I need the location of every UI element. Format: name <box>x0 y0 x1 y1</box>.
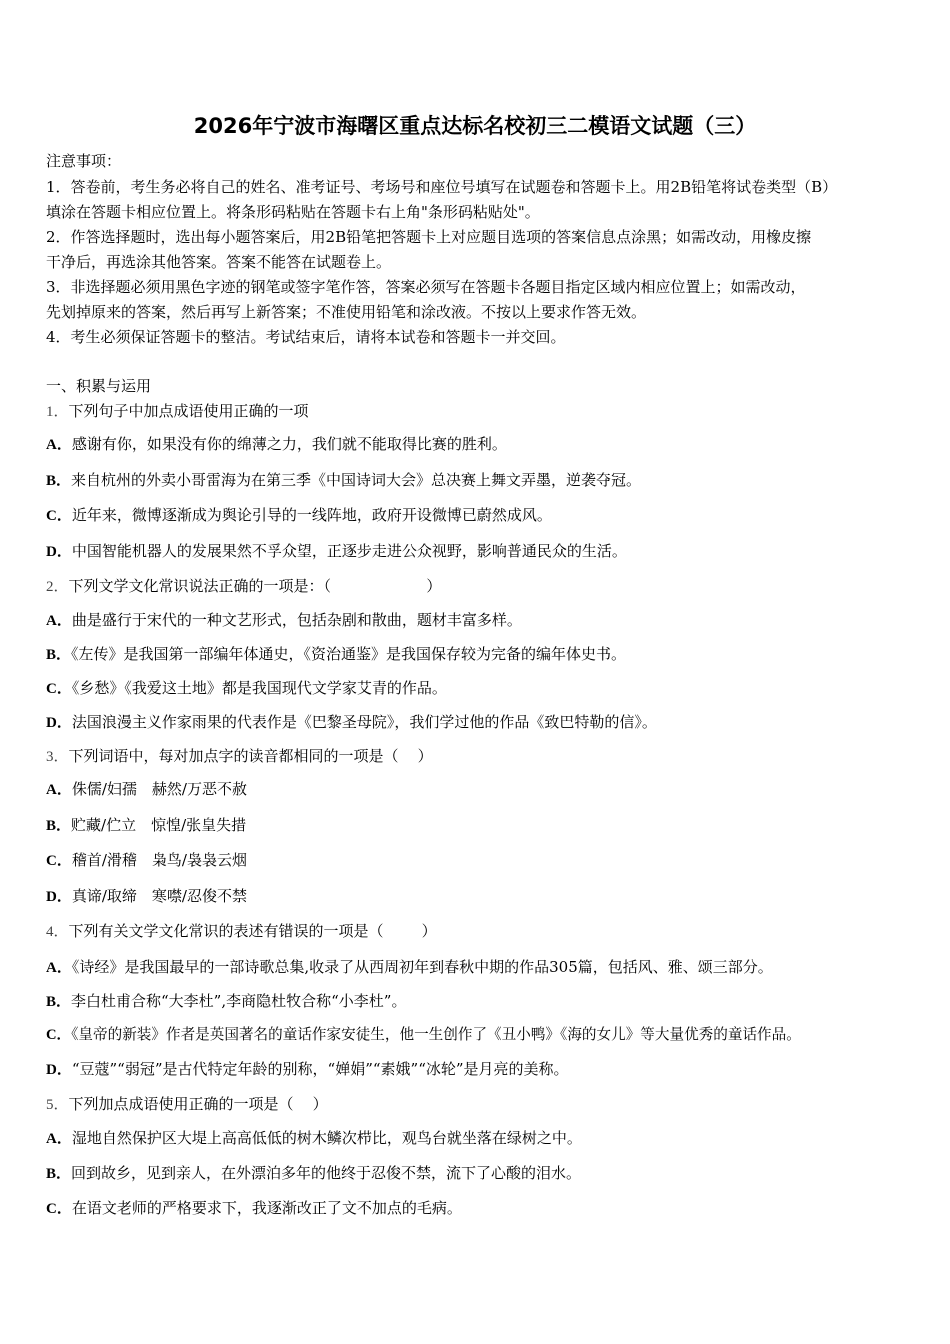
notice-line: 3．非选择题必须用黑色字迹的钢笔或签字笔作答，答案必须写在答题卡各题目指定区域内相应位置上；如需改动， <box>46 278 806 296</box>
question-number: 1． <box>46 404 69 420</box>
option-3a <box>46 778 247 801</box>
option-4a <box>46 956 773 979</box>
option-1d <box>46 540 627 563</box>
option-4d <box>46 1058 569 1081</box>
option-letter: B． <box>46 647 72 663</box>
option-text: 《诗经》是我国最早的一部诗歌总集,收录了从西周初年到春秋中期的作品305篇，包括风、雅、颂三部分。 <box>71 958 773 976</box>
option-text: 法国浪漫主义作家雨果的代表作是《巴黎圣母院》，我们学过他的作品《致巴特勒的信》。 <box>71 713 657 731</box>
question-stem: 下列文学文化常识说法正确的一项是：（ ） <box>68 577 442 595</box>
option-letter: C． <box>46 1201 72 1217</box>
option-text: 《左传》是我国第一部编年体通史，《资治通鉴》是我国保存较为完备的编年体史书。 <box>71 645 627 663</box>
notice-line: 2．作答选择题时，选出每小题答案后，用2B铅笔把答题卡上对应题目选项的答案信息点涂黑；如需改动，用橡皮擦 <box>46 228 812 246</box>
option-letter: B． <box>46 994 72 1010</box>
option-3b <box>46 814 246 837</box>
notice-line: 干净后，再选涂其他答案。答案不能答在试题卷上。 <box>46 253 392 271</box>
option-letter: C． <box>46 681 72 697</box>
question-1 <box>46 400 309 423</box>
option-3c <box>46 849 247 872</box>
notice-line: 4．考生必须保证答题卡的整洁。考试结束后，请将本试卷和答题卡一并交回。 <box>46 328 566 346</box>
option-2a <box>46 609 522 632</box>
option-text: 曲是盛行于宋代的一种文艺形式，包括杂剧和散曲，题材丰富多样。 <box>71 611 522 629</box>
option-text: 《皇帝的新装》作者是英国著名的童话作家安徒生，他一生创作了《丑小鸭》《海的女儿》等大量优秀的童话作品。 <box>71 1026 801 1043</box>
option-text: 真谛/取缔 寒噤/忍俊不禁 <box>71 887 247 905</box>
option-letter: A． <box>46 782 72 798</box>
option-letter: D． <box>46 715 72 731</box>
question-stem: 下列有关文学文化常识的表述有错误的一项是（ ） <box>68 922 437 940</box>
question-number: 4． <box>46 924 69 940</box>
option-2d <box>46 711 657 734</box>
option-text: 在语文老师的严格要求下，我逐渐改正了文不加点的毛病。 <box>71 1199 462 1217</box>
question-number: 3． <box>46 749 69 765</box>
option-4c <box>46 1024 801 1046</box>
option-letter: B． <box>46 473 72 489</box>
notice-line: 先划掉原来的答案，然后再写上新答案；不准使用铅笔和涂改液。不按以上要求作答无效。 <box>46 303 647 321</box>
option-1c <box>46 504 552 527</box>
option-text: 稽首/滑稽 枭鸟/袅袅云烟 <box>71 851 247 869</box>
option-text: 《乡愁》《我爱这土地》都是我国现代文学家艾青的作品。 <box>71 679 447 697</box>
option-text: 李白杜甫合称“大李杜”,李商隐杜牧合称“小李杜”。 <box>71 992 407 1010</box>
option-letter: D． <box>46 544 72 560</box>
option-2b <box>46 643 626 666</box>
question-number: 5． <box>46 1097 69 1113</box>
question-stem: 下列词语中，每对加点字的读音都相同的一项是（ ） <box>68 747 433 765</box>
question-4 <box>46 920 437 943</box>
notice-line: 填涂在答题卡相应位置上。将条形码粘贴在答题卡右上角"条形码粘贴处"。 <box>46 203 540 221</box>
option-text: 侏儒/妇孺 赫然/万恶不赦 <box>71 780 247 798</box>
section-heading: 一、积累与运用 <box>46 377 152 395</box>
question-number: 2． <box>46 579 69 595</box>
option-text: “豆蔻”“弱冠”是古代特定年龄的别称，“婵娟”“素娥”“冰轮”是月亮的美称。 <box>71 1060 569 1078</box>
option-letter: A． <box>46 613 72 629</box>
question-stem: 下列加点成语使用正确的一项是（ ） <box>68 1095 328 1113</box>
option-letter: C． <box>46 1027 72 1043</box>
option-5c <box>46 1197 462 1220</box>
option-letter: D． <box>46 889 72 905</box>
option-letter: A． <box>46 960 72 976</box>
option-letter: B． <box>46 1166 72 1182</box>
option-3d <box>46 885 247 908</box>
option-text: 近年来，微博逐渐成为舆论引导的一线阵地，政府开设微博已蔚然成风。 <box>71 506 552 524</box>
option-text: 感谢有你，如果没有你的绵薄之力，我们就不能取得比赛的胜利。 <box>71 435 507 453</box>
option-letter: A． <box>46 1131 72 1147</box>
option-5a <box>46 1127 582 1150</box>
option-text: 中国智能机器人的发展果然不孚众望，正逐步走进公众视野，影响普通民众的生活。 <box>71 542 627 560</box>
option-text: 来自杭州的外卖小哥雷海为在第三季《中国诗词大会》总决赛上舞文弄墨，逆袭夺冠。 <box>71 471 642 489</box>
option-letter: B． <box>46 818 72 834</box>
option-5b <box>46 1162 581 1185</box>
option-letter: D． <box>46 1062 72 1078</box>
option-text: 回到故乡，见到亲人，在外漂泊多年的他终于忍俊不禁，流下了心酸的泪水。 <box>71 1164 582 1182</box>
option-letter: C． <box>46 853 72 869</box>
option-letter: A． <box>46 437 72 453</box>
notice-heading: 注意事项： <box>46 152 122 170</box>
option-text: 贮藏/伫立 惊惶/张皇失措 <box>71 816 247 834</box>
question-stem: 下列句子中加点成语使用正确的一项 <box>68 402 309 420</box>
question-5 <box>46 1093 328 1116</box>
option-letter: C． <box>46 508 72 524</box>
document-title: 2026年宁波市海曙区重点达标名校初三二模语文试题（三） <box>193 114 757 138</box>
option-1a <box>46 433 507 456</box>
question-3 <box>46 745 433 768</box>
option-4b <box>46 990 406 1013</box>
option-1b <box>46 469 641 492</box>
question-2 <box>46 575 441 598</box>
option-text: 湿地自然保护区大堤上高高低低的树木鳞次栉比，观鸟台就坐落在绿树之中。 <box>71 1129 582 1147</box>
notice-line: 1．答卷前，考生务必将自己的姓名、准考证号、考场号和座位号填写在试题卷和答题卡上。用2B铅笔将试卷类型（B） <box>46 178 838 196</box>
option-2c <box>46 677 447 700</box>
